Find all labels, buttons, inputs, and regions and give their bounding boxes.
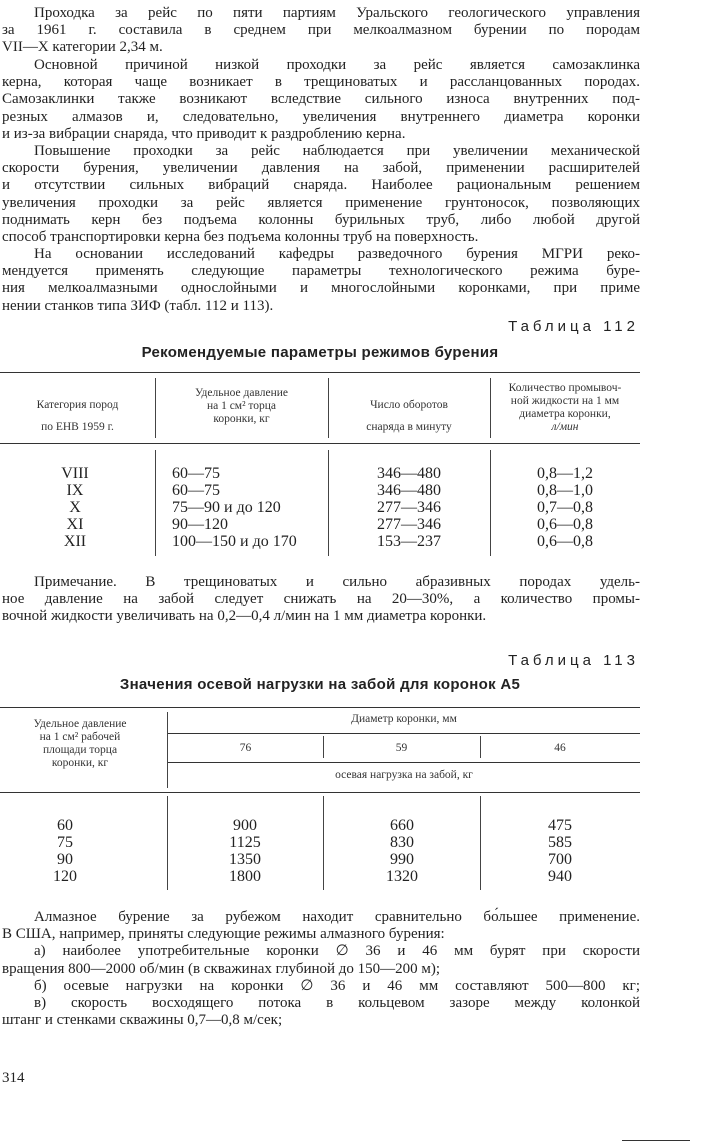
text-line: Проходка за рейс по пяти партиям Уральского геологического управления (34, 5, 640, 21)
table-cell: 100—150 и до 170 (172, 533, 297, 550)
diameter-header: 46 (554, 742, 566, 754)
table-cell: 90 (57, 851, 73, 868)
header-line: на 1 см² торца (206, 400, 277, 412)
text-line: способ транспортировки керна без подъема колонны труб на поверхность. (2, 228, 479, 245)
table-cell: 346—480 (377, 482, 441, 499)
table-112-label: Таблица 112 (508, 318, 639, 335)
table-cell: XI (66, 516, 84, 533)
text-line: Примечание. В трещиноватых и сильно абразивных породах удель- (34, 574, 640, 590)
column-header (155, 387, 328, 426)
column-divider (167, 796, 168, 890)
header-line: ной жидкости на 1 мм (510, 395, 620, 407)
table-cell: 830 (390, 834, 414, 851)
table-cell: 475 (548, 817, 572, 834)
table-rule (168, 762, 640, 763)
table-column (490, 465, 640, 550)
header-line: диаметра коронки, (519, 408, 611, 420)
column-header (490, 382, 640, 434)
text-line: вращения 800—2000 об/мин (в скважинах глубиной до 150—200 м); (2, 960, 441, 977)
text-line: VII—X категории 2,34 м. (2, 39, 163, 56)
header-line: по ЕНВ 1959 г. (41, 421, 114, 433)
table-column (0, 465, 150, 550)
table-cell: 0,8—1,0 (537, 482, 593, 499)
table-cell: 0,7—0,8 (537, 499, 593, 516)
text-line: и из-за вибрации снаряда, что приводит к раздроблению керна. (2, 125, 406, 142)
scan-mark (622, 1140, 690, 1141)
table-cell: 900 (233, 817, 257, 834)
paragraph-3 (2, 143, 640, 246)
text-line: вочной жидкости увеличивать на 0,2—0,4 л/мин на 1 мм диаметра коронки. (2, 608, 487, 625)
table-rule (0, 707, 640, 708)
header-line: Удельное давление (33, 718, 127, 730)
table-column (30, 817, 100, 885)
text-line: Алмазное бурение за рубежом находит сравнительно бо́льшее применение. (34, 909, 640, 925)
table-column (210, 817, 280, 885)
paragraph-4 (2, 246, 640, 315)
text-line: в) скорость восходящего потока в кольцевом зазоре между колонкой (34, 994, 640, 1011)
table-cell: 990 (390, 851, 414, 868)
table-cell: 0,6—0,8 (537, 516, 593, 533)
column-divider (155, 450, 156, 556)
table-cell: 1350 (229, 851, 261, 868)
text-line: керна, которая чаще возникает в трещиноватых и рассланцованных породах. (2, 74, 640, 91)
paragraph-5 (2, 909, 640, 1029)
page-number: 314 (2, 1070, 25, 1086)
table-cell: 1125 (229, 834, 261, 851)
header-line: на 1 см² рабочей (39, 731, 121, 743)
table-113-title: Значения осевой нагрузки на забой для коронок А5 (119, 676, 521, 693)
table-cell: X (69, 499, 81, 516)
text-line: резных алмазов и, следовательно, увеличения внутреннего диаметра коронки (2, 108, 640, 125)
header-line: площади торца (42, 744, 118, 756)
table-cell: 277—346 (377, 516, 441, 533)
text-line: Самозаклинки также возникают вследствие сильного износа внутренних под- (2, 91, 640, 108)
header-line: коронки, кг (213, 413, 270, 425)
column-divider (323, 796, 324, 890)
table-cell: 940 (548, 868, 572, 885)
table-rule (0, 372, 640, 373)
header-line: л/мин (551, 421, 579, 433)
table-cell: 1800 (229, 868, 261, 885)
table-cell: 90—120 (172, 516, 228, 533)
text-line: нении станков типа ЗИФ (табл. 112 и 113). (2, 297, 274, 314)
column-divider (480, 796, 481, 890)
table-cell: 585 (548, 834, 572, 851)
text-line: На основании исследований кафедры разведочного бурения МГРИ реко- (34, 246, 640, 262)
text-line: а) наиболее употребительные коронки ∅ 36 и 46 мм бурят при скорости (34, 943, 640, 960)
header-line: коронки, кг (51, 757, 109, 769)
table-113-label: Таблица 113 (508, 652, 639, 669)
text-line: б) осевые нагрузки на коронки ∅ 36 и 46 мм составляют 500—800 кг; (34, 977, 640, 994)
table-cell: 277—346 (377, 499, 441, 516)
sub-header: осевая нагрузка на забой, кг (335, 769, 473, 781)
column-header (0, 718, 160, 770)
table-cell: 60—75 (172, 482, 220, 499)
header-line: Удельное давление (195, 387, 288, 399)
table-cell: XII (63, 533, 87, 550)
table-cell: 75 (57, 834, 73, 851)
column-header (0, 394, 155, 438)
table-column (525, 817, 595, 885)
text-line: и отсутствии сильных вибраций снаряда. Наиболее рациональным решением (2, 177, 640, 194)
table-rule (0, 792, 640, 793)
header-line: Число оборотов (370, 399, 448, 411)
table-column (328, 465, 490, 550)
table-cell: 700 (548, 851, 572, 868)
table-cell: IX (66, 482, 84, 499)
table-cell: 60—75 (172, 465, 220, 482)
table-note (2, 574, 640, 626)
header-line: снаряда в минуту (366, 421, 452, 433)
paragraph-2 (2, 57, 640, 143)
text-line: Основной причиной низкой проходки за рейс является самозаклинка (34, 57, 640, 73)
table-cell: 660 (390, 817, 414, 834)
column-header (328, 394, 490, 438)
table-cell: 1320 (386, 868, 418, 885)
text-line: увеличения проходки за рейс является применение грунтоносок, позволяющих (2, 194, 640, 211)
text-line: В США, например, приняты следующие режимы алмазного бурения: (2, 926, 445, 943)
diameter-header: 76 (239, 742, 252, 754)
table-rule (0, 443, 640, 444)
table-column (172, 465, 332, 550)
table-cell: 153—237 (377, 533, 441, 550)
text-line: ния мелкоалмазными однослойными и многослойными коронками, при приме (2, 280, 640, 297)
table-cell: 0,6—0,8 (537, 533, 593, 550)
text-line: за 1961 г. составила в среднем при мелкоалмазном бурении по породам (2, 22, 640, 39)
header-line: Количество промывоч- (508, 382, 622, 394)
text-line: штанг и стенками скважины 0,7—0,8 м/сек; (2, 1012, 283, 1029)
paragraph-1 (2, 5, 640, 57)
table-cell: 120 (53, 868, 77, 885)
header-line: Категория пород (36, 399, 119, 411)
table-cell: 0,8—1,2 (537, 465, 593, 482)
table-cell: 60 (57, 817, 73, 834)
table-cell: VIII (61, 465, 89, 482)
text-line: Повышение проходки за рейс наблюдается при увеличении механической (34, 143, 640, 159)
table-cell: 75—90 и до 120 (172, 499, 281, 516)
group-header: Диаметр коронки, мм (351, 713, 457, 725)
table-column (367, 817, 437, 885)
text-line: поднимать керн без подъема колонны бурильных труб, либо любой другой (2, 211, 640, 228)
table-cell: 346—480 (377, 465, 441, 482)
table-rule (168, 733, 640, 734)
text-line: скорости бурения, увеличении давления на забой, применении расширителей (2, 160, 640, 177)
table-112-title: Рекомендуемые параметры режимов бурения (141, 344, 499, 361)
text-line: мендуется применять следующие параметры технологического режима буре- (2, 263, 640, 280)
text-line: ное давление на забой следует снижать на 20—30%, а количество промы- (2, 591, 640, 608)
diameter-header: 59 (395, 742, 408, 754)
